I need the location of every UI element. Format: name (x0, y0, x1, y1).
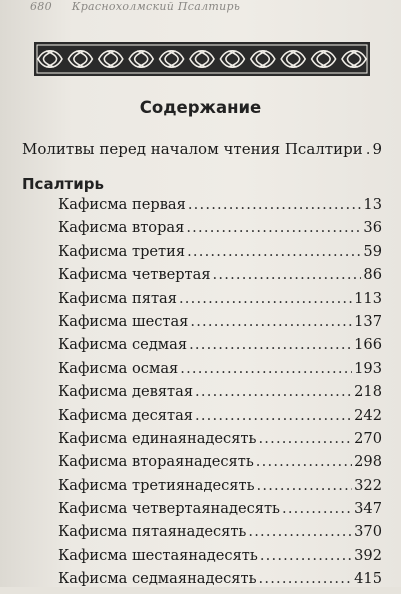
toc-entry-title: Кафисма шестаянадесять (58, 546, 258, 564)
running-head-page-number: 680 (30, 0, 52, 13)
toc-entry[interactable] (58, 453, 382, 476)
leader-dots (189, 336, 352, 353)
toc-heading: Содержание (139, 98, 262, 117)
toc-entry-page: 218 (354, 383, 382, 401)
toc-list (58, 196, 382, 594)
toc-entry[interactable] (58, 360, 382, 383)
toc-entry[interactable] (58, 547, 382, 570)
leader-dots (260, 547, 352, 564)
leader-dots (366, 140, 370, 158)
leader-dots (187, 243, 361, 260)
toc-entry[interactable] (58, 219, 382, 242)
toc-entry-page: 270 (354, 429, 382, 447)
toc-entry-page: 113 (354, 289, 382, 307)
toc-entry-page: 298 (354, 453, 382, 471)
toc-entry-page: 347 (354, 500, 382, 518)
toc-entry-page: 59 (363, 242, 382, 260)
toc-entry[interactable] (58, 523, 382, 546)
toc-entry-title: Кафисма десятая (58, 406, 193, 424)
toc-entry-page: 193 (354, 359, 382, 377)
leader-dots (256, 453, 352, 470)
toc-entry[interactable] (58, 407, 382, 430)
toc-entry-page: 392 (354, 546, 382, 564)
toc-entry-title: Кафисма вторая (58, 219, 185, 237)
leader-dots (180, 360, 352, 377)
toc-entry-title: Кафисма пятаянадесять (58, 523, 247, 541)
toc-entry[interactable] (58, 500, 382, 523)
leader-dots (248, 523, 352, 540)
toc-entry-title: Кафисма третиянадесять (58, 476, 255, 494)
toc-entry-title: Кафисма седмаянадесять (58, 570, 257, 588)
toc-entry-page: 86 (363, 266, 382, 284)
toc-entry-title: Кафисма пятая (58, 289, 177, 307)
toc-entry-title: Кафисма первая (58, 196, 186, 213)
toc-intro-title: Молитвы перед началом чтения Псалтири (22, 140, 363, 158)
leader-dots (258, 430, 352, 447)
toc-section-heading: Псалтирь (22, 175, 104, 193)
toc-entry[interactable] (58, 313, 382, 336)
toc-entry-title: Кафисма седмая (58, 336, 188, 354)
toc-entry-title: Кафисма втораянадесять (58, 453, 254, 471)
toc-entry[interactable] (58, 383, 382, 406)
toc-intro-page: 9 (372, 140, 382, 158)
toc-entry-page: 137 (354, 312, 382, 330)
toc-entry-page: 36 (363, 219, 382, 237)
leader-dots (213, 266, 362, 283)
toc-entry-title: Кафисма четвертаянадесять (58, 500, 280, 518)
running-head-title: Краснохолмский Псалтирь (71, 0, 241, 13)
leader-dots (188, 196, 362, 213)
toc-entry-title: Кафисма четвертая (58, 266, 211, 284)
interlace-ornament-icon (34, 42, 370, 76)
toc-entry-title: Кафисма девятая (58, 383, 194, 401)
toc-entry-page: 322 (354, 476, 382, 494)
toc-entry-page: 13 (363, 196, 382, 213)
toc-entry[interactable] (58, 266, 382, 289)
toc-entry[interactable] (58, 430, 382, 453)
toc-entry[interactable] (58, 243, 382, 266)
toc-entry-title: Кафисма осмая (58, 359, 179, 377)
leader-dots (259, 570, 353, 587)
toc-entry[interactable] (58, 290, 382, 313)
toc-entry-title: Кафисма третия (58, 242, 186, 260)
toc-entry-page: 415 (354, 570, 382, 588)
toc-entry[interactable] (58, 196, 382, 219)
toc-entry-page: 166 (354, 336, 382, 354)
running-head (30, 0, 381, 22)
toc-intro-row[interactable] (22, 140, 382, 158)
leader-dots (282, 500, 352, 517)
leader-dots (195, 383, 352, 400)
toc-entry-page: 370 (354, 523, 382, 541)
toc-entry-page: 242 (354, 406, 382, 424)
toc-entry[interactable] (58, 336, 382, 359)
leader-dots (186, 219, 361, 236)
leader-dots (257, 477, 353, 494)
toc-entry[interactable] (58, 477, 382, 500)
leader-dots (179, 290, 352, 307)
leader-dots (195, 407, 352, 424)
toc-entry[interactable] (58, 570, 382, 593)
leader-dots (190, 313, 352, 330)
toc-entry-title: Кафисма шестая (58, 312, 189, 330)
toc-entry-title: Кафисма единаянадесять (58, 429, 257, 447)
